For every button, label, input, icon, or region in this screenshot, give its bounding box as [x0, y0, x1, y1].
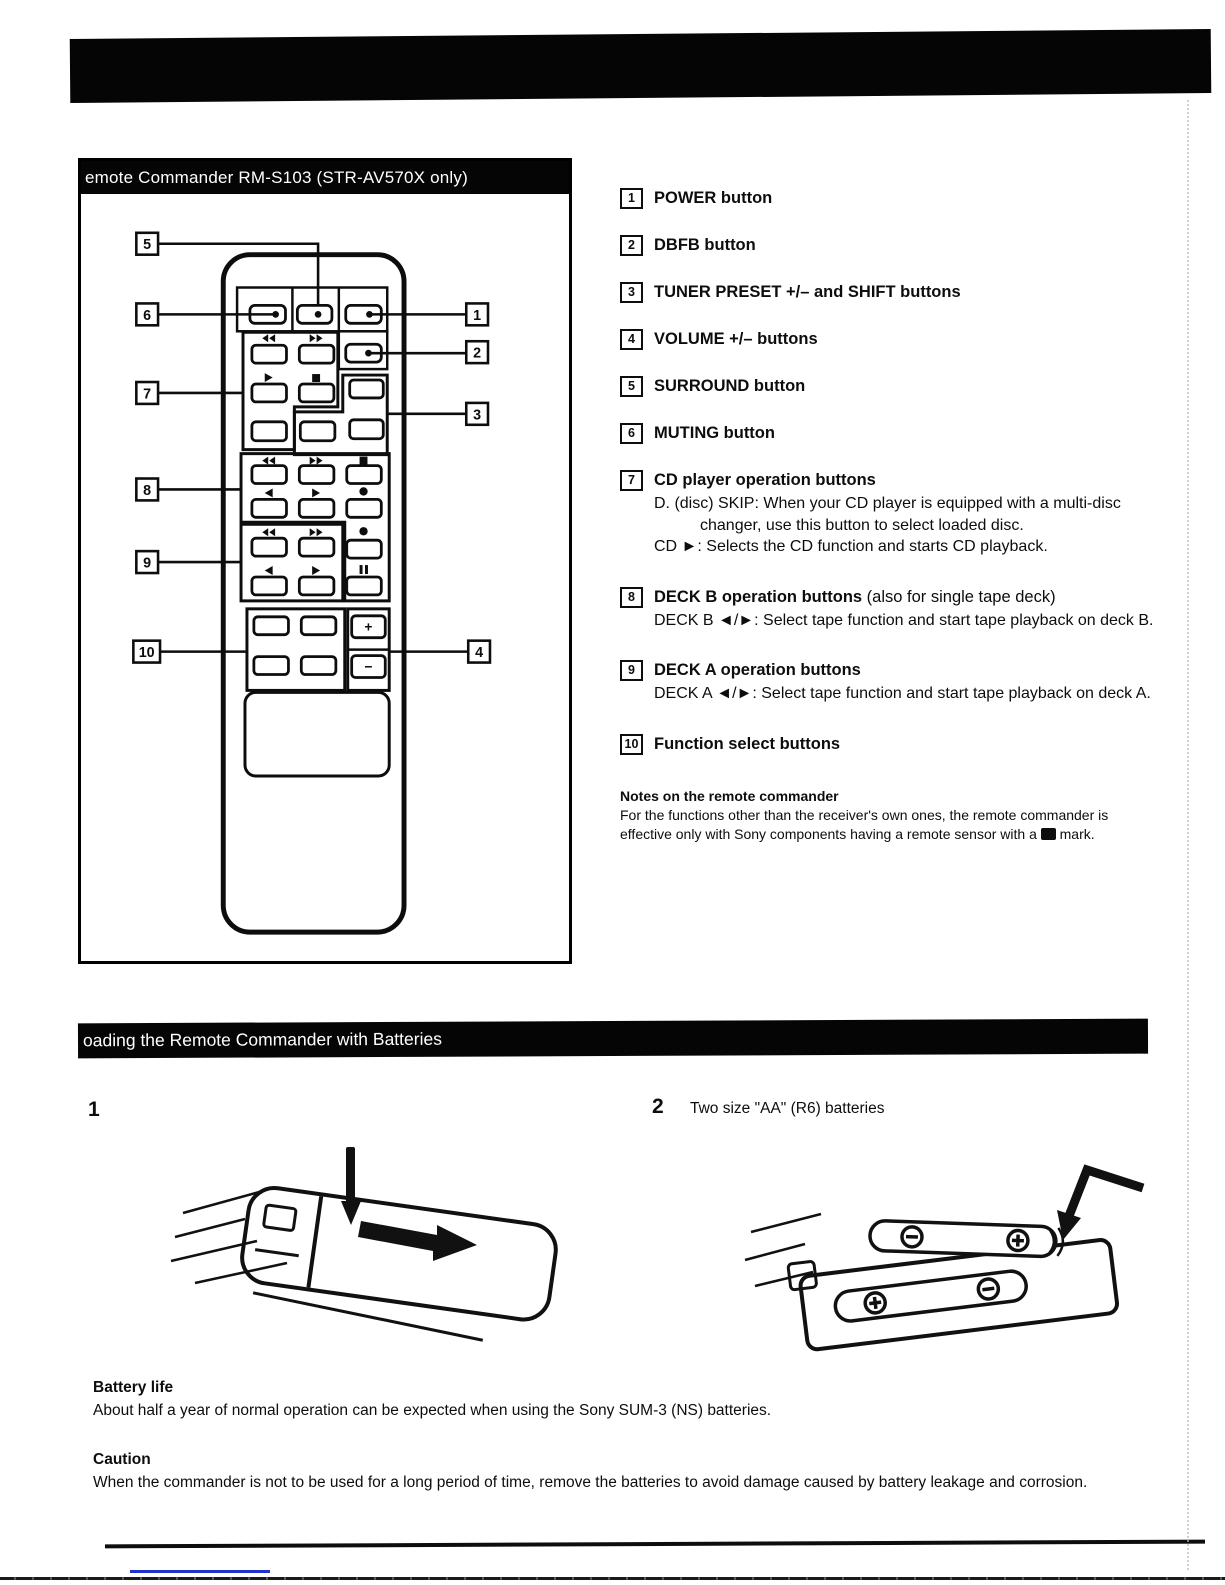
remote-back-body [235, 1185, 559, 1349]
callout-1: 1 [473, 307, 482, 324]
volume-plus-label: + [364, 618, 373, 635]
remote-commander-diagram [81, 194, 569, 961]
callout-9: 9 [143, 555, 152, 572]
list-item [620, 470, 1168, 558]
deck-a-play-reverse-button [252, 577, 287, 595]
notes-text-part1: For the functions other than the receiver's own ones, the remote commander is effective only with Sony components having a remote sensor with a [620, 806, 1109, 842]
list-item [620, 188, 1168, 209]
cd-prev-button [252, 345, 287, 363]
press-arrow-icon [341, 1147, 361, 1225]
list-item [620, 329, 1168, 350]
callout-10: 10 [138, 645, 155, 662]
tuner-preset-plus-button [350, 380, 384, 398]
deck-a-play-button [299, 577, 334, 595]
callout-4: 4 [475, 645, 484, 662]
battery-life-heading: Battery life [93, 1379, 174, 1396]
shift-button [300, 422, 335, 441]
list-item [620, 282, 1168, 303]
list-item [620, 587, 1168, 632]
page-fold-line [1187, 100, 1189, 1570]
record-icon [359, 527, 367, 535]
notes-text-part2: mark. [1055, 826, 1095, 842]
item-number: 9 [620, 660, 643, 681]
item-number: 3 [620, 282, 643, 303]
item-number: 8 [620, 587, 643, 608]
item-title: Function select buttons [654, 734, 841, 753]
caution-text: When the commander is not to be used for a long period of time, remove the batteries to avoid damage caused by battery leakage and corrosion. [93, 1474, 1088, 1491]
slide-arrow-icon [358, 1221, 477, 1261]
list-item [620, 660, 1168, 705]
battery-life-block [93, 1378, 1098, 1423]
item-title: MUTING button [654, 424, 775, 442]
item-title: DECK A operation buttons [654, 661, 861, 679]
surround-dot-icon [315, 311, 322, 318]
function-select-button-3 [254, 657, 289, 675]
function-select-button-1 [254, 617, 289, 635]
list-item [620, 423, 1168, 444]
list-item [620, 235, 1168, 256]
function-select-button-4 [301, 657, 336, 675]
deck-b-stop-button [347, 466, 382, 484]
step-2-number: 2 [652, 1095, 664, 1118]
item-number: 2 [620, 235, 643, 256]
callout-6: 6 [143, 307, 152, 324]
cd-stop-button [299, 384, 334, 402]
list-item [620, 376, 1168, 397]
muting-dot-icon [272, 311, 279, 318]
battery-life-text: About half a year of normal operation can be expected when using the Sony SUM-3 (NS) batteries. [93, 1402, 772, 1419]
caution-heading: Caution [93, 1451, 151, 1468]
deck-b-record-button [347, 499, 382, 517]
deck-b-play-button [299, 499, 334, 517]
item-number: 7 [620, 470, 643, 491]
item-detail: CD ►: Selects the CD function and starts CD playback. [654, 538, 1048, 555]
item-number: 1 [620, 188, 643, 209]
remote-diagram-panel [78, 158, 572, 964]
caution-block [93, 1450, 1098, 1495]
disc-skip-button [252, 422, 287, 441]
deck-b-ff-button [299, 466, 334, 484]
callout-3: 3 [473, 407, 482, 424]
item-number: 4 [620, 329, 643, 350]
battery-cover-illustration [165, 1125, 595, 1360]
deck-a-rewind-button [252, 538, 287, 556]
callout-8: 8 [143, 482, 152, 499]
step-1-number: 1 [88, 1098, 100, 1121]
stop-icon [360, 457, 368, 465]
notes-heading: Notes on the remote commander [620, 787, 839, 804]
battery-section-title: oading the Remote Commander with Batteries [78, 1019, 1148, 1059]
volume-minus-label: − [364, 658, 373, 675]
step-2-text: Two size "AA" (R6) batteries [690, 1100, 885, 1117]
item-detail: D. (disc) SKIP: When your CD player is equipped with a multi-disc changer, use this button to select loaded disc. [654, 495, 1121, 534]
deck-b-rewind-button [252, 466, 287, 484]
insert-arrow-icon [1057, 1170, 1143, 1240]
battery-insert-illustration [735, 1140, 1175, 1385]
deck-b-play-reverse-button [252, 499, 287, 517]
item-title: VOLUME +/– buttons [654, 330, 818, 348]
figure-title: emote Commander RM-S103 (STR-AV570X only) [81, 161, 569, 194]
record-icon [359, 487, 367, 495]
surround-button [297, 305, 332, 323]
item-title: CD player operation buttons [654, 471, 876, 489]
battery-2 [834, 1269, 1028, 1322]
list-item [620, 734, 1168, 755]
deck-a-ff-button [299, 538, 334, 556]
button-description-list [620, 188, 1168, 845]
item-title: DBFB button [654, 236, 756, 254]
item-title: POWER button [654, 189, 773, 207]
cd-play-button [252, 384, 287, 402]
item-number: 5 [620, 376, 643, 397]
record-button [347, 540, 382, 558]
cd-next-button [299, 345, 334, 363]
remote-sensor-mark-icon [1041, 828, 1056, 840]
callout-7: 7 [143, 386, 152, 403]
bottom-rule [105, 1540, 1205, 1549]
notes-block [620, 787, 1125, 845]
item-title: TUNER PRESET +/– and SHIFT buttons [654, 283, 961, 301]
battery-1 [869, 1220, 1063, 1257]
callout-2: 2 [473, 345, 482, 362]
item-title: SURROUND button [654, 377, 806, 395]
item-title: DECK B operation buttons [654, 587, 863, 606]
callout-5: 5 [143, 237, 152, 254]
item-title-suffix: (also for single tape deck) [862, 587, 1056, 606]
function-select-button-2 [301, 617, 336, 635]
page-edge-line [0, 1577, 1225, 1580]
item-detail: DECK B ◄/►: Select tape function and start tape playback on deck B. [654, 611, 1154, 629]
chapter-banner [70, 29, 1212, 103]
item-number: 10 [620, 734, 643, 755]
stop-icon [312, 374, 320, 382]
item-detail: DECK A ◄/►: Select tape function and start tape playback on deck A. [654, 685, 1151, 702]
pause-button [347, 577, 382, 595]
notes-text [620, 806, 1125, 845]
blue-underline [130, 1570, 270, 1573]
item-number: 6 [620, 423, 643, 444]
tuner-preset-minus-button [350, 420, 384, 439]
